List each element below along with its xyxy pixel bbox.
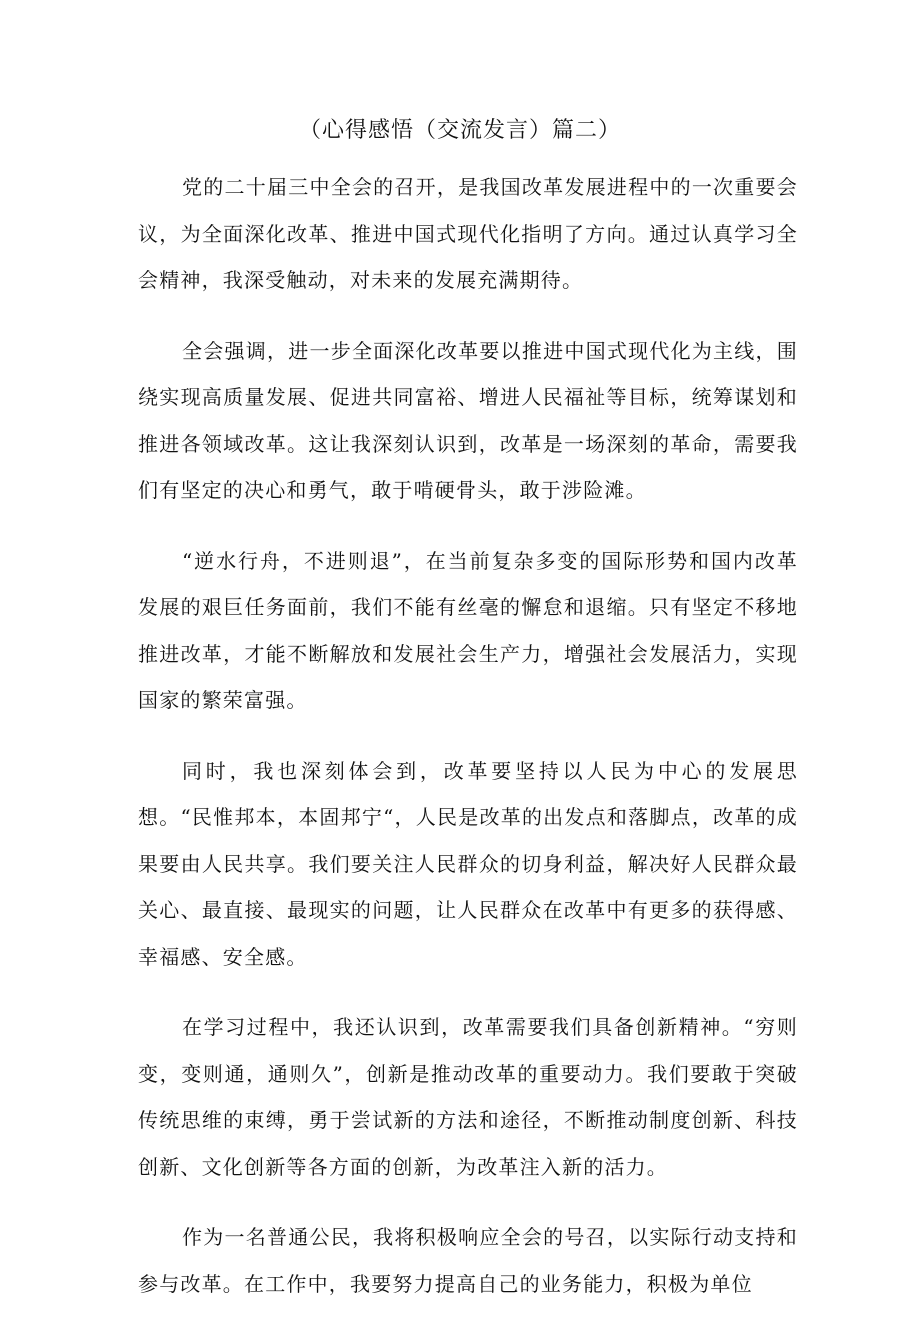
paragraph-3: “逆水行舟，不进则退”，在当前复杂多变的国际形势和国内改革发展的艰巨任务面前，我们不能有丝毫的懈怠和退缩。只有坚定不移地推进改革，才能不断解放和发展社会生产力，增强社会发展活力，实现国家的繁荣富强。 <box>138 548 798 712</box>
document-title: （心得感悟（交流发言）篇二） <box>298 118 621 143</box>
paragraph-4: 同时，我也深刻体会到，改革要坚持以人民为中心的发展思想。“民惟邦本，本固邦宁“，人民是改革的出发点和落脚点，改革的成果要由人民共享。我们要关注人民群众的切身利益，解决好人民群众最关心、最直接、最现实的问题，让人民群众在改革中有更多的获得感、幸福感、安全感。 <box>138 758 798 969</box>
paragraph-1: 党的二十届三中全会的召开，是我国改革发展进程中的一次重要会议，为全面深化改革、推进中国式现代化指明了方向。通过认真学习全会精神，我深受触动，对未来的发展充满期待。 <box>138 175 798 292</box>
paragraph-5: 在学习过程中，我还认识到，改革需要我们具备创新精神。“穷则变，变则通，通则久”，创新是推动改革的重要动力。我们要敢于突破传统思维的束缚，勇于尝试新的方法和途径，不断推动制度创新、科技创新、文化创新等各方面的创新，为改革注入新的活力。 <box>138 1015 798 1179</box>
document-body <box>138 164 798 1331</box>
paragraph-2: 全会强调，进一步全面深化改革要以推进中国式现代化为主线，围绕实现高质量发展、促进共同富裕、增进人民福祉等目标，统筹谋划和推进各领域改革。这让我深刻认识到，改革是一场深刻的革命，需要我们有坚定的决心和勇气，敢于啃硬骨头，敢于涉险滩。 <box>138 338 798 502</box>
paragraph-6: 作为一名普通公民，我将积极响应全会的号召，以实际行动支持和参与改革。在工作中，我要努力提高自己的业务能力，积极为单位 <box>138 1225 798 1296</box>
